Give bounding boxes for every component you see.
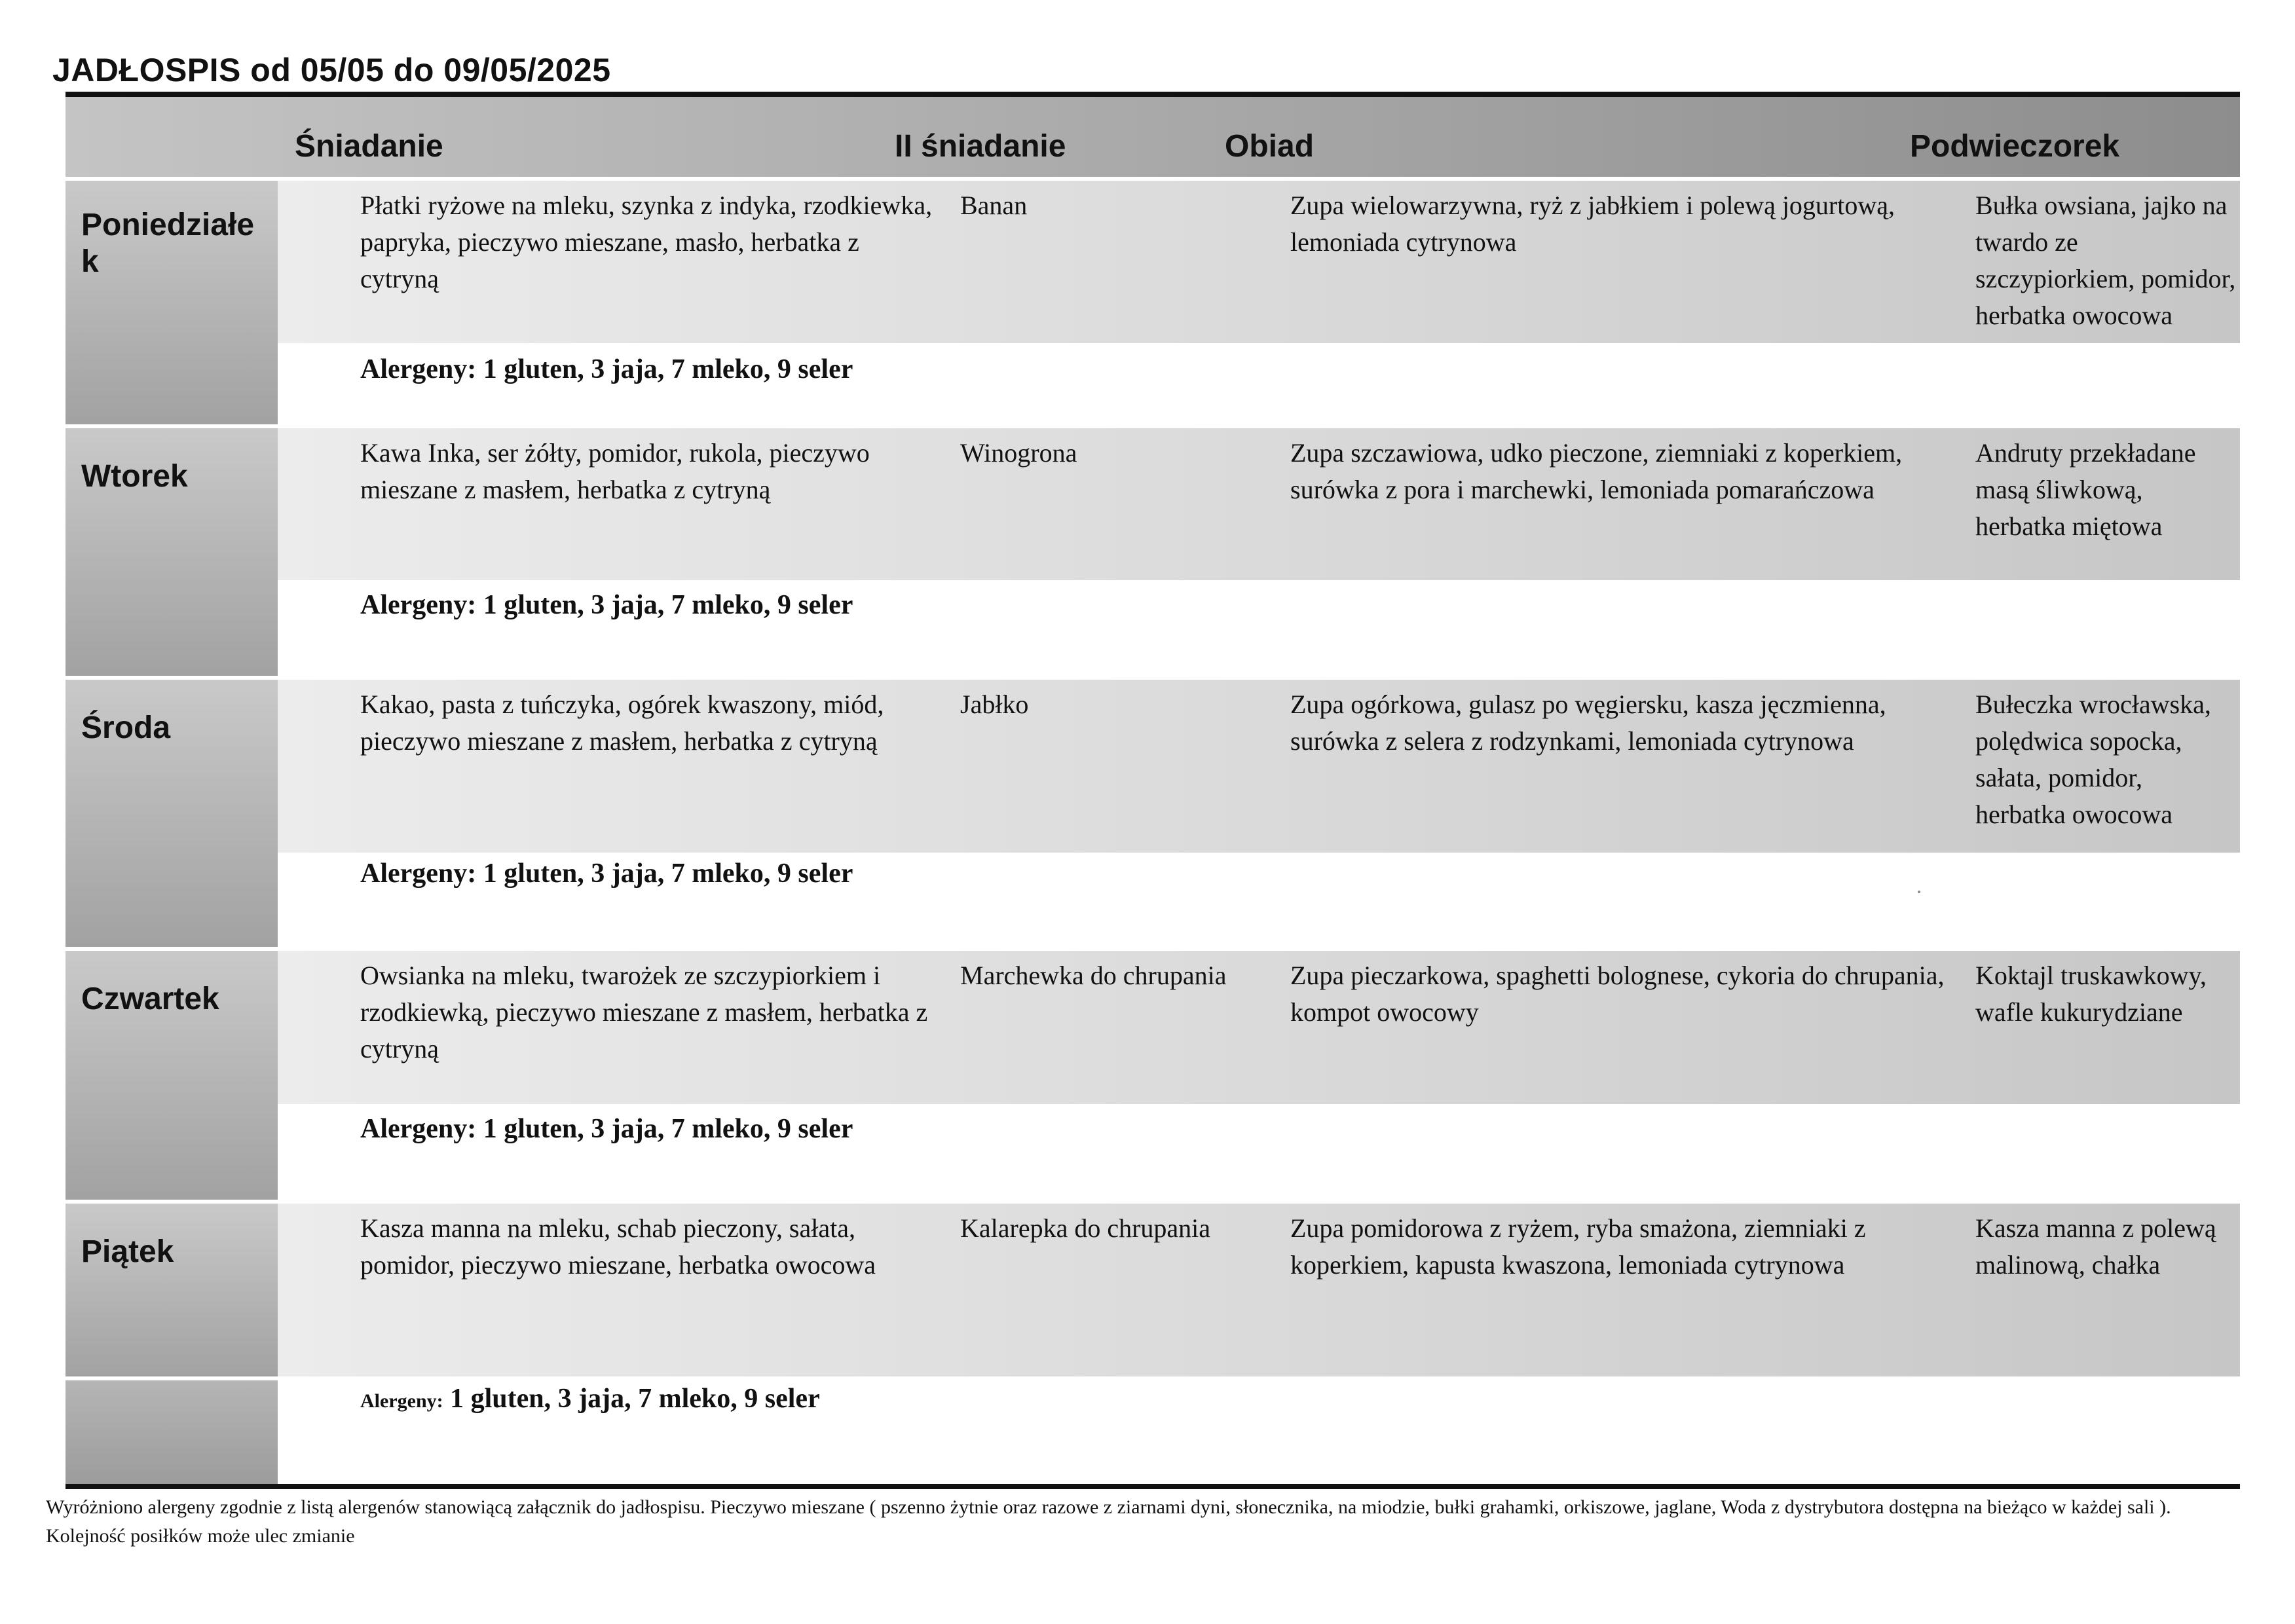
header-row xyxy=(65,97,2240,181)
allergens-label: Alergeny: xyxy=(360,1390,443,1412)
page-title: JADŁOSPIS od 05/05 do 09/05/2025 xyxy=(52,52,611,88)
top-rule xyxy=(65,92,2240,97)
header-snack: Podwieczorek xyxy=(1910,129,2120,164)
header-lunch: Obiad xyxy=(1225,129,1315,164)
day-name: Czwartek xyxy=(81,982,219,1016)
lunch-cell: Zupa wielowarzywna, ryż z jabłkiem i polewą jogurtową, lemoniada cytrynowa xyxy=(1290,191,1895,257)
meals-row xyxy=(278,947,2240,1104)
header-second-breakfast: II śniadanie xyxy=(895,129,1066,164)
breakfast-cell: Kawa Inka, ser żółty, pomidor, rukola, pieczywo mieszane z masłem, herbatka z cytryną xyxy=(360,438,870,504)
snack-cell: Koktajl truskawkowy, wafle kukurydziane xyxy=(1975,961,2207,1027)
allergens-line: Alergeny: 1 gluten, 3 jaja, 7 mleko, 9 seler xyxy=(360,590,853,620)
day-name: Piątek xyxy=(81,1234,174,1269)
meals-row xyxy=(278,424,2240,580)
meals-row xyxy=(278,177,2240,343)
meals-row xyxy=(278,676,2240,853)
header-breakfast: Śniadanie xyxy=(295,129,443,164)
day-row-wednesday xyxy=(65,676,2240,947)
day-name: Wtorek xyxy=(81,459,188,494)
second-breakfast-cell: Kalarepka do chrupania xyxy=(960,1213,1211,1243)
lunch-cell: Zupa szczawiowa, udko pieczone, ziemniaki z koperkiem, surówka z pora i marchewki, lemoniada pomarańczowa xyxy=(1290,438,1903,504)
day-label-cell xyxy=(65,424,278,676)
day-row-tuesday xyxy=(65,424,2240,676)
breakfast-cell: Owsianka na mleku, twarożek ze szczypiorkiem i rzodkiewką, pieczywo mieszane z masłem, herbatka z cytryną xyxy=(360,961,928,1063)
second-breakfast-cell: Winogrona xyxy=(960,438,1077,468)
lunch-cell: Zupa ogórkowa, gulasz po węgiersku, kasza jęczmienna, surówka z selera z rodzynkami, lemoniada cytrynowa xyxy=(1290,690,1886,756)
allergens-line: Alergeny: 1 gluten, 3 jaja, 7 mleko, 9 seler xyxy=(360,858,853,889)
allergens-line: Alergeny: 1 gluten, 3 jaja, 7 mleko, 9 seler xyxy=(360,354,853,384)
snack-cell: Andruty przekładane masą śliwkową, herbatka miętowa xyxy=(1975,438,2196,541)
allergens-line xyxy=(360,1383,820,1414)
menu-table xyxy=(65,92,2240,1489)
second-breakfast-cell: Banan xyxy=(960,191,1028,220)
bottom-rule xyxy=(65,1484,2240,1489)
day-row-friday xyxy=(65,1200,2240,1484)
day-label-cell xyxy=(65,676,278,947)
day-row-monday xyxy=(65,177,2240,424)
allergens-list: 1 gluten, 3 jaja, 7 mleko, 9 seler xyxy=(450,1384,820,1414)
second-breakfast-cell: Marchewka do chrupania xyxy=(960,961,1227,990)
meals-row xyxy=(278,1200,2240,1376)
day-name: Środa xyxy=(81,710,171,745)
footnote: Wyróżniono alergeny zgodnie z listą alergenów stanowiącą załącznik do jadłospisu. Pieczywo mieszane ( pszenno żytnie oraz razowe z ziarnami dyni, słonecznika, na miodzie, bułki grahamki, orkiszowe, jaglane, Woda z dystrybutora dostępna na bieżąco w każdej sali ). Kolejność posiłków może ulec zmianie xyxy=(46,1496,2171,1547)
allergens-line: Alergeny: 1 gluten, 3 jaja, 7 mleko, 9 seler xyxy=(360,1114,853,1144)
breakfast-cell: Kasza manna na mleku, schab pieczony, sałata, pomidor, pieczywo mieszane, herbatka owocowa xyxy=(360,1213,876,1280)
day-label-cell xyxy=(65,1200,278,1376)
snack-cell: Bułeczka wrocławska, polędwica sopocka, sałata, pomidor, herbatka owocowa xyxy=(1975,690,2211,829)
empty-label-cell xyxy=(65,1376,278,1484)
scan-speck xyxy=(1918,891,1920,893)
day-label-cell xyxy=(65,177,278,424)
breakfast-cell: Kakao, pasta z tuńczyka, ogórek kwaszony, miód, pieczywo mieszane z masłem, herbatka z cytryną xyxy=(360,690,884,756)
breakfast-cell: Płatki ryżowe na mleku, szynka z indyka, rzodkiewka, papryka, pieczywo mieszane, masło, herbatka z cytryną xyxy=(360,191,933,293)
day-name: Poniedziałek xyxy=(81,208,255,279)
snack-cell: Kasza manna z polewą malinową, chałka xyxy=(1975,1213,2216,1280)
lunch-cell: Zupa pieczarkowa, spaghetti bolognese, cykoria do chrupania, kompot owocowy xyxy=(1290,961,1945,1027)
day-label-cell xyxy=(65,947,278,1200)
lunch-cell: Zupa pomidorowa z ryżem, ryba smażona, ziemniaki z koperkiem, kapusta kwaszona, lemoniada cytrynowa xyxy=(1290,1213,1866,1280)
second-breakfast-cell: Jabłko xyxy=(960,690,1029,719)
day-row-thursday xyxy=(65,947,2240,1200)
snack-cell: Bułka owsiana, jajko na twardo ze szczypiorkiem, pomidor, herbatka owocowa xyxy=(1975,191,2236,330)
